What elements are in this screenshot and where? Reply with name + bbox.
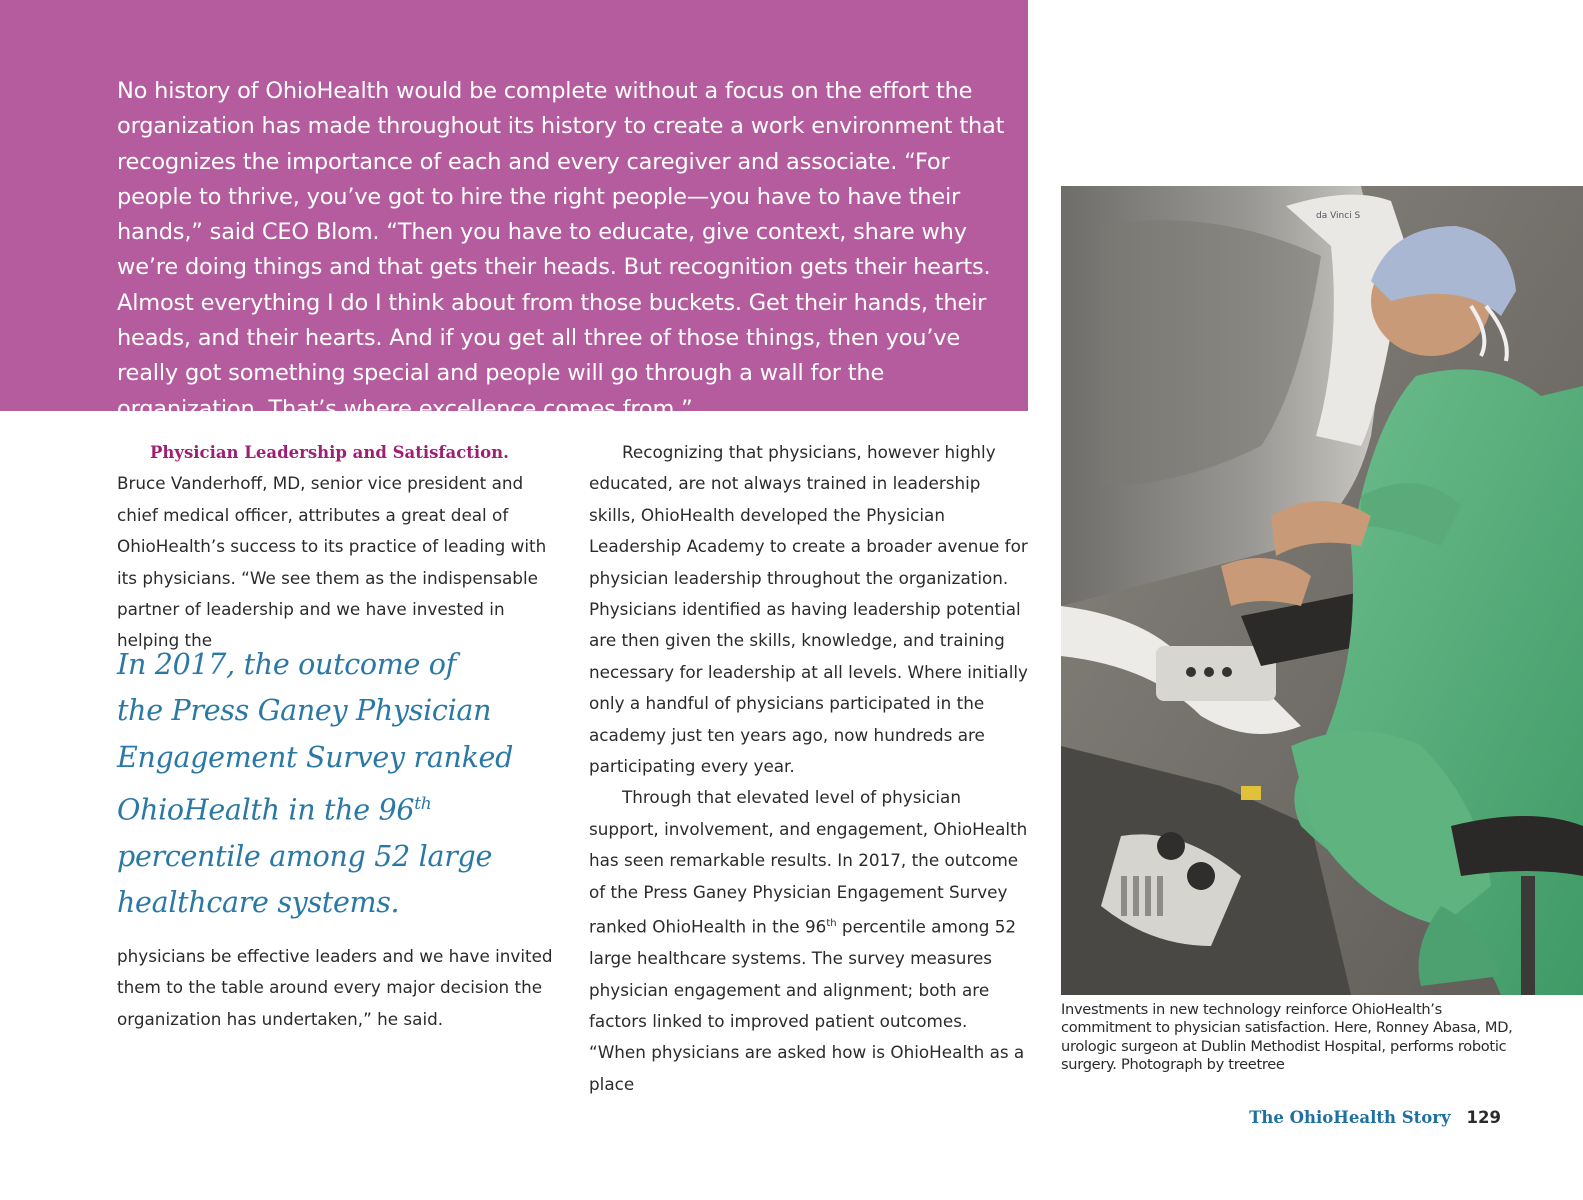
pull-quote (117, 642, 557, 926)
pull-quote-line (117, 781, 557, 834)
column-2 (589, 437, 1029, 1100)
column-2-paragraph-1: Recognizing that physicians, however highly educated, are not always trained in leadership skills, OhioHealth developed the Physician Leadership Academy to create a broader avenue for physician leadership throughout the organization. Physicians identified as having leadership potential are then given the skills, knowledge, and training necessary for leadership at all levels. Where initially only a handful of physicians participated in the academy just ten years ago, now hundreds are participating every year. (589, 442, 1028, 777)
pull-quote-line: In 2017, the outcome of (117, 648, 456, 681)
surgeon-photo-illustration (1061, 186, 1583, 995)
pull-quote-superscript: th (414, 793, 432, 814)
column-1-text: Bruce Vanderhoff, MD, senior vice president and chief medical officer, attributes a great deal of OhioHealth’s success to its practice of leading with its physicians. “We see them as the indispensable partner of leadership and we have invested in helping the (117, 473, 547, 651)
column-1-paragraph (117, 437, 557, 657)
surgeon-photo (1061, 186, 1583, 995)
banner-quote: No history of OhioHealth would be complete without a focus on the effort the organization has made throughout its history to create a work environment that recognizes the importance of each and every caregiver and associate. “For people to thrive, you’ve got to hire the right people—you have to have their hands,” said CEO Blom. “Then you have to educate, give context, share why we’re doing things and that gets their heads. But recognition gets their hearts. Almost everything I do I think about from those buckets. Get their hands, their heads, and their hearts. And if you get all three of those things, then you’ve really got something special and people will go through a wall for the organization. That’s where excellence comes from.” (117, 78, 1005, 422)
pull-quote-text: OhioHealth in the 96 (117, 793, 415, 827)
column-1-top (117, 437, 557, 657)
pull-quote-line: the Press Ganey Physician (117, 694, 492, 728)
console-brand-label: da Vinci S (1316, 211, 1361, 221)
photo-caption: Investments in new technology reinforce OhioHealth’s commitment to physician satisfaction. Here, Ronney Abasa, MD, urologic surgeon at Dublin Methodist Hospital, performs robotic surgery. Photograph by treetree (1061, 1001, 1513, 1074)
page-number: 129 (1466, 1108, 1501, 1127)
quote-banner (0, 0, 1028, 422)
paragraph-text: Through that elevated level of physician support, involvement, and engagement, OhioHealth has seen remarkable results. In 2017, the outcome of the Press Ganey Physician Engagement Survey ranked OhioHealth in the 96 (589, 787, 1028, 937)
pull-quote-line: Engagement Survey ranked (117, 740, 514, 774)
section-heading: Physician Leadership and Satisfaction. (150, 443, 509, 462)
column-1-continued: physicians be effective leaders and we have invited them to the table around every major decision the organization has undertaken,” he said. (117, 946, 553, 1029)
column-1-bottom (117, 941, 557, 1035)
pull-quote-line: percentile among 52 large (117, 839, 493, 873)
book-title: The OhioHealth Story (1249, 1108, 1451, 1127)
superscript: th (826, 918, 837, 930)
paragraph-text: percentile among 52 large healthcare systems. The survey measures physician engagement and alignment; both are factors linked to improved patient outcomes. “When physicians are asked how is OhioHealth as a place (589, 916, 1025, 1094)
column-2-paragraph-2 (589, 782, 1029, 1100)
page-footer (1249, 1108, 1501, 1127)
pull-quote-line: healthcare systems. (117, 885, 400, 919)
